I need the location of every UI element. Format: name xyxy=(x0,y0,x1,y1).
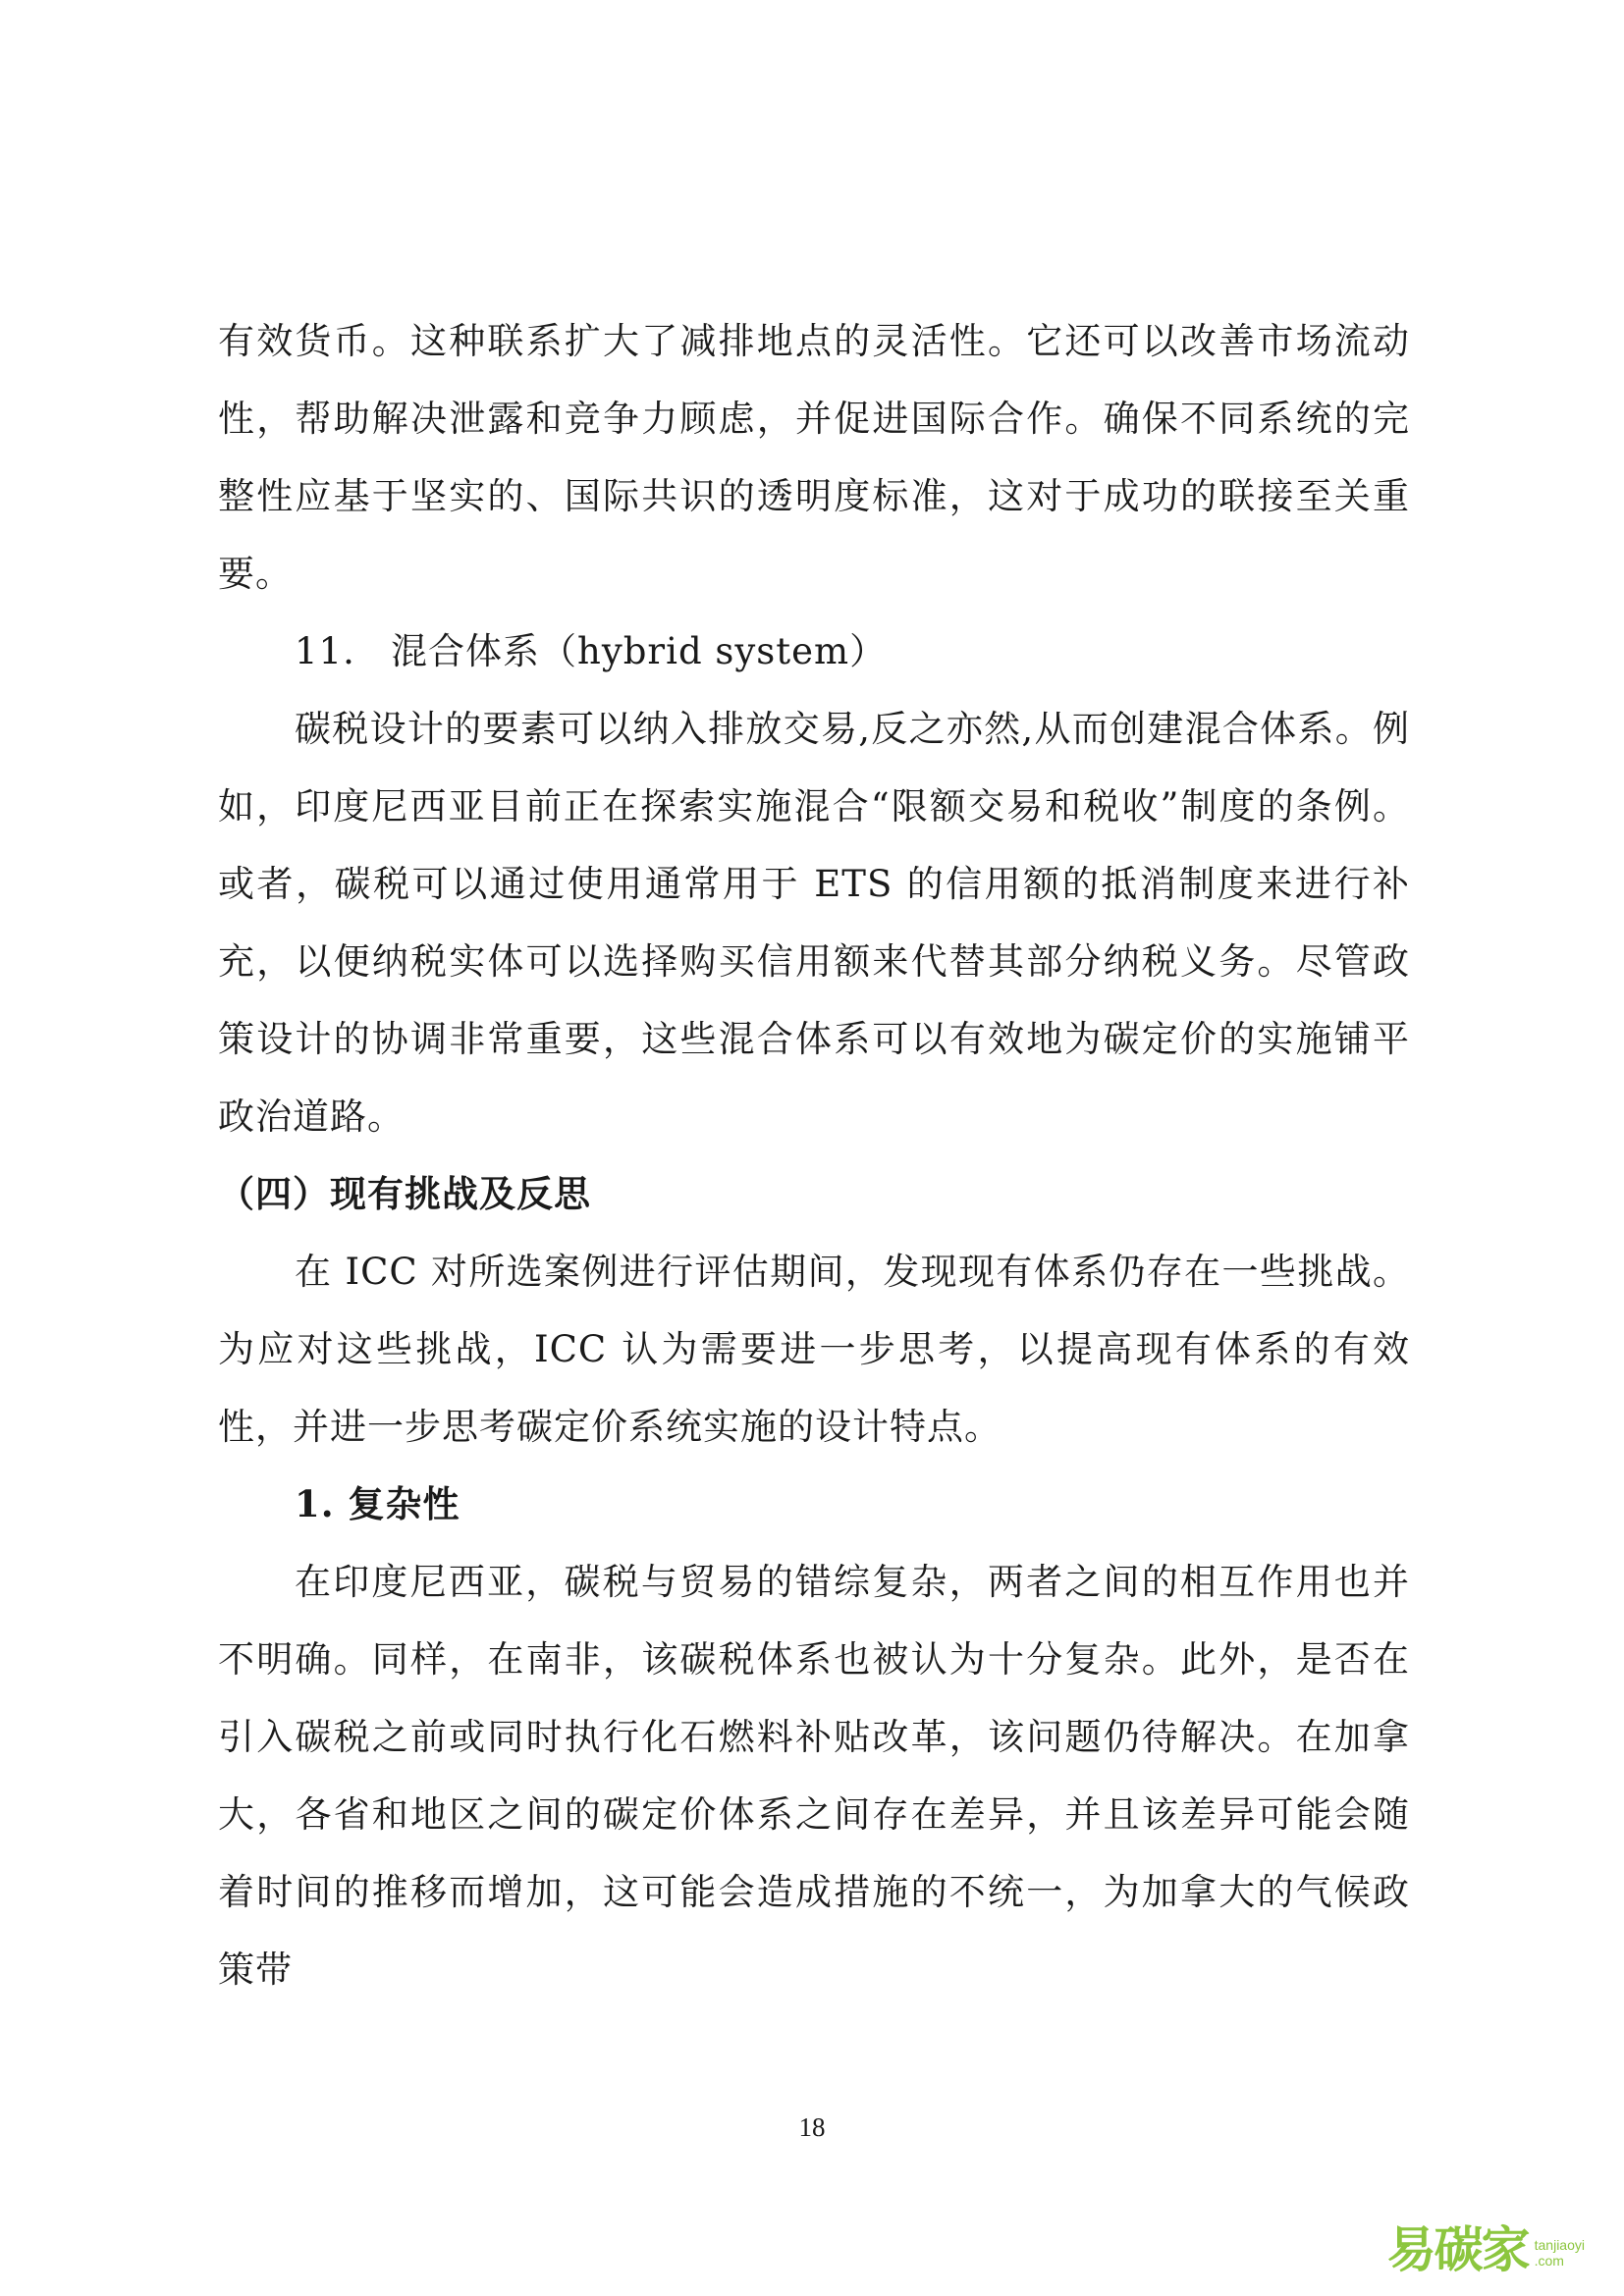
body-paragraph-1: 有效货币。这种联系扩大了减排地点的灵活性。它还可以改善市场流动性，帮助解决泄露和竞争力顾虑，并促进国际合作。确保不同系统的完整性应基于坚实的、国际共识的透明度标准，这对于成功的联接至关重要。 xyxy=(218,320,1410,595)
page-content xyxy=(218,302,1410,2008)
watermark-logo-text: 易碳家 xyxy=(1386,2221,1529,2278)
body-paragraph-3: 在 ICC 对所选案例进行评估期间，发现现有体系仍存在一些挑战。为应对这些挑战，ICC 认为需要进一步思考，以提高现有体系的有效性，并进一步思考碳定价系统实施的设计特点。 xyxy=(218,1251,1410,1448)
body-paragraph-4: 在印度尼西亚，碳税与贸易的错综复杂，两者之间的相互作用也并不明确。同样，在南非，该碳税体系也被认为十分复杂。此外，是否在引入碳税之前或同时执行化石燃料补贴改革，该问题仍待解决。在加拿大，各省和地区之间的碳定价体系之间存在差异，并且该差异可能会随着时间的推移而增加，这可能会造成措施的不统一，为加拿大的气候政策带 xyxy=(218,1561,1410,1991)
watermark-logo xyxy=(1386,2221,1585,2278)
subheading-complexity: 1. 复杂性 xyxy=(295,1482,460,1525)
body-paragraph-2: 碳税设计的要素可以纳入排放交易,反之亦然,从而创建混合体系。例如，印度尼西亚目前正在探索实施混合“限额交易和税收”制度的条例。或者，碳税可以通过使用通常用于 ETS 的信用额的抵消制度来进行补充，以便纳税实体可以选择购买信用额来代替其部分纳税义务。尽管政策设计的协调非常重要，这些混合体系可以有效地为碳定价的实施铺平政治道路。 xyxy=(218,708,1410,1138)
heading-11-text: 混合体系（hybrid system） xyxy=(391,630,888,672)
watermark-site-line1: tanjiaoyi xyxy=(1534,2237,1585,2253)
heading-11-number: 11. xyxy=(295,630,355,672)
watermark-site-line2: .com xyxy=(1534,2253,1564,2269)
watermark-site xyxy=(1535,2237,1585,2274)
page-number: 18 xyxy=(798,2112,826,2142)
heading-11 xyxy=(218,613,1410,690)
section-heading-4: （四）现有挑战及反思 xyxy=(218,1172,591,1215)
